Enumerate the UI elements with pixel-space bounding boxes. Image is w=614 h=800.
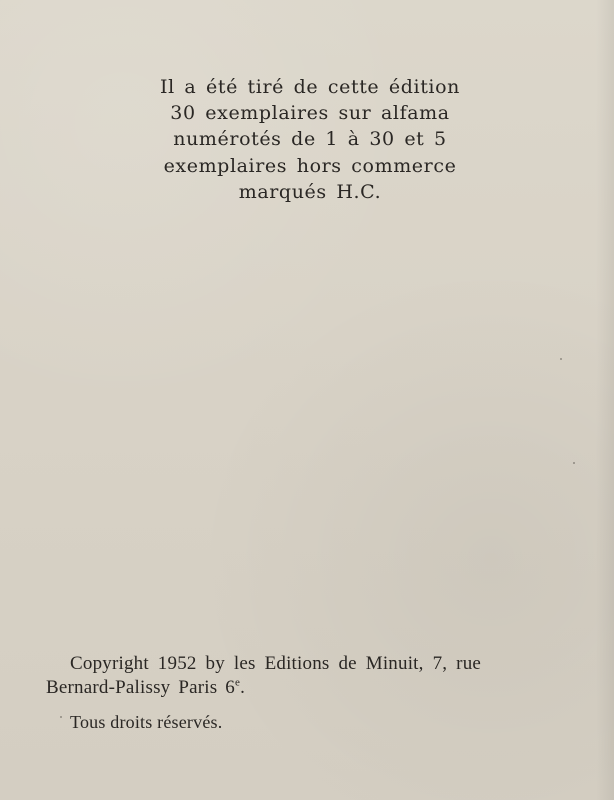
paper-speck [560,358,562,360]
colophon-line: numérotés de 1 à 30 et 5 [173,128,447,151]
colophon-line: 30 exemplaires sur alfama [170,102,450,125]
page-edge-shadow [596,0,614,800]
copyright-notice [46,652,572,700]
edition-colophon [110,74,510,205]
rights-reserved: Tous droits réservés. [70,712,223,732]
copyright-line: Copyright 1952 by les Editions de Minuit, 7, rue [70,653,482,674]
colophon-line: marqués H.C. [238,180,382,203]
arrondissement-superscript: e [234,676,241,689]
paper-speck [573,462,575,464]
paper-speck [60,716,62,718]
colophon-line: exemplaires hors commerce [163,154,457,177]
address-text: Bernard-Palissy Paris 6 [46,677,235,698]
colophon-line: Il a été tiré de cette édition [160,76,460,98]
address-period: . [240,677,246,698]
publisher-address [46,676,572,700]
